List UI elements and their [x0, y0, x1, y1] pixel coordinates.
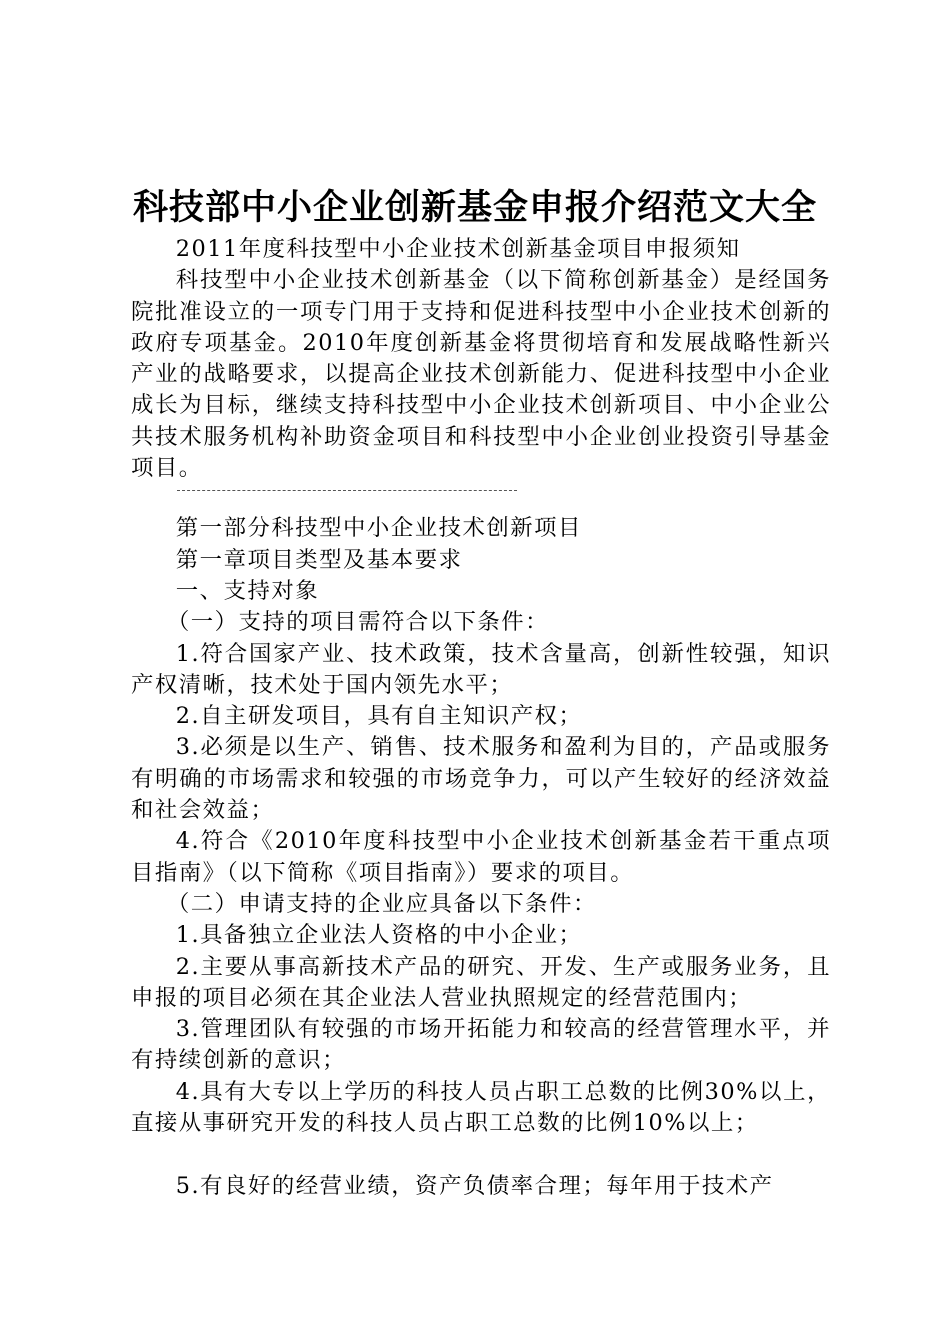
list-item: 1.符合国家产业、技术政策，技术含量高，创新性较强，知识产权清晰，技术处于国内领先水平；	[131, 640, 831, 698]
intro-paragraph: 科技型中小企业技术创新基金（以下简称创新基金）是经国务院批准设立的一项专门用于支持和促进科技型中小企业技术创新的政府专项基金。2010年度创新基金将贯彻培育和发展战略性新兴产业的战略要求，以提高企业技术创新能力、促进科技型中小企业成长为目标，继续支持科技型中小企业技术创新项目、中小企业公共技术服务机构补助资金项目和科技型中小企业创业投资引导基金项目。	[131, 267, 831, 482]
part-heading: 第一部分科技型中小企业技术创新项目	[175, 515, 582, 542]
list-item: 2.自主研发项目，具有自主知识产权；	[175, 703, 583, 730]
section-heading: 一、支持对象	[175, 577, 320, 604]
subtitle-paragraph: 2011年度科技型中小企业技术创新基金项目申报须知	[175, 236, 741, 262]
document-title: 科技部中小企业创新基金申报介绍范文大全	[132, 187, 817, 228]
list-item: 2.主要从事高新技术产品的研究、开发、生产或服务业务，且申报的项目必须在其企业法人营业执照规定的经营范围内；	[131, 953, 831, 1011]
list-item: 1.具备独立企业法人资格的中小企业；	[175, 922, 583, 949]
subsection-heading: （二）申请支持的企业应具备以下条件：	[166, 890, 597, 917]
list-item: 4.具有大专以上学历的科技人员占职工总数的比例30%以上，直接从事研究开发的科技人员占职工总数的比例10%以上；	[131, 1078, 831, 1137]
list-item: 3.管理团队有较强的市场开拓能力和较高的经营管理水平，并有持续创新的意识；	[131, 1016, 831, 1074]
list-item: 4.符合《2010年度科技型中小企业技术创新基金若干重点项目指南》（以下简称《项目指南》）要求的项目。	[131, 828, 831, 886]
list-item: 5.有良好的经营业绩，资产负债率合理；每年用于技术产	[175, 1173, 774, 1200]
subsection-heading: （一）支持的项目需符合以下条件：	[166, 609, 550, 636]
document-body	[131, 234, 831, 1203]
separator-line	[177, 490, 517, 505]
list-item: 3.必须是以生产、销售、技术服务和盈利为目的，产品或服务有明确的市场需求和较强的市场竞争力，可以产生较好的经济效益和社会效益；	[131, 734, 831, 824]
chapter-heading: 第一章项目类型及基本要求	[175, 546, 463, 573]
